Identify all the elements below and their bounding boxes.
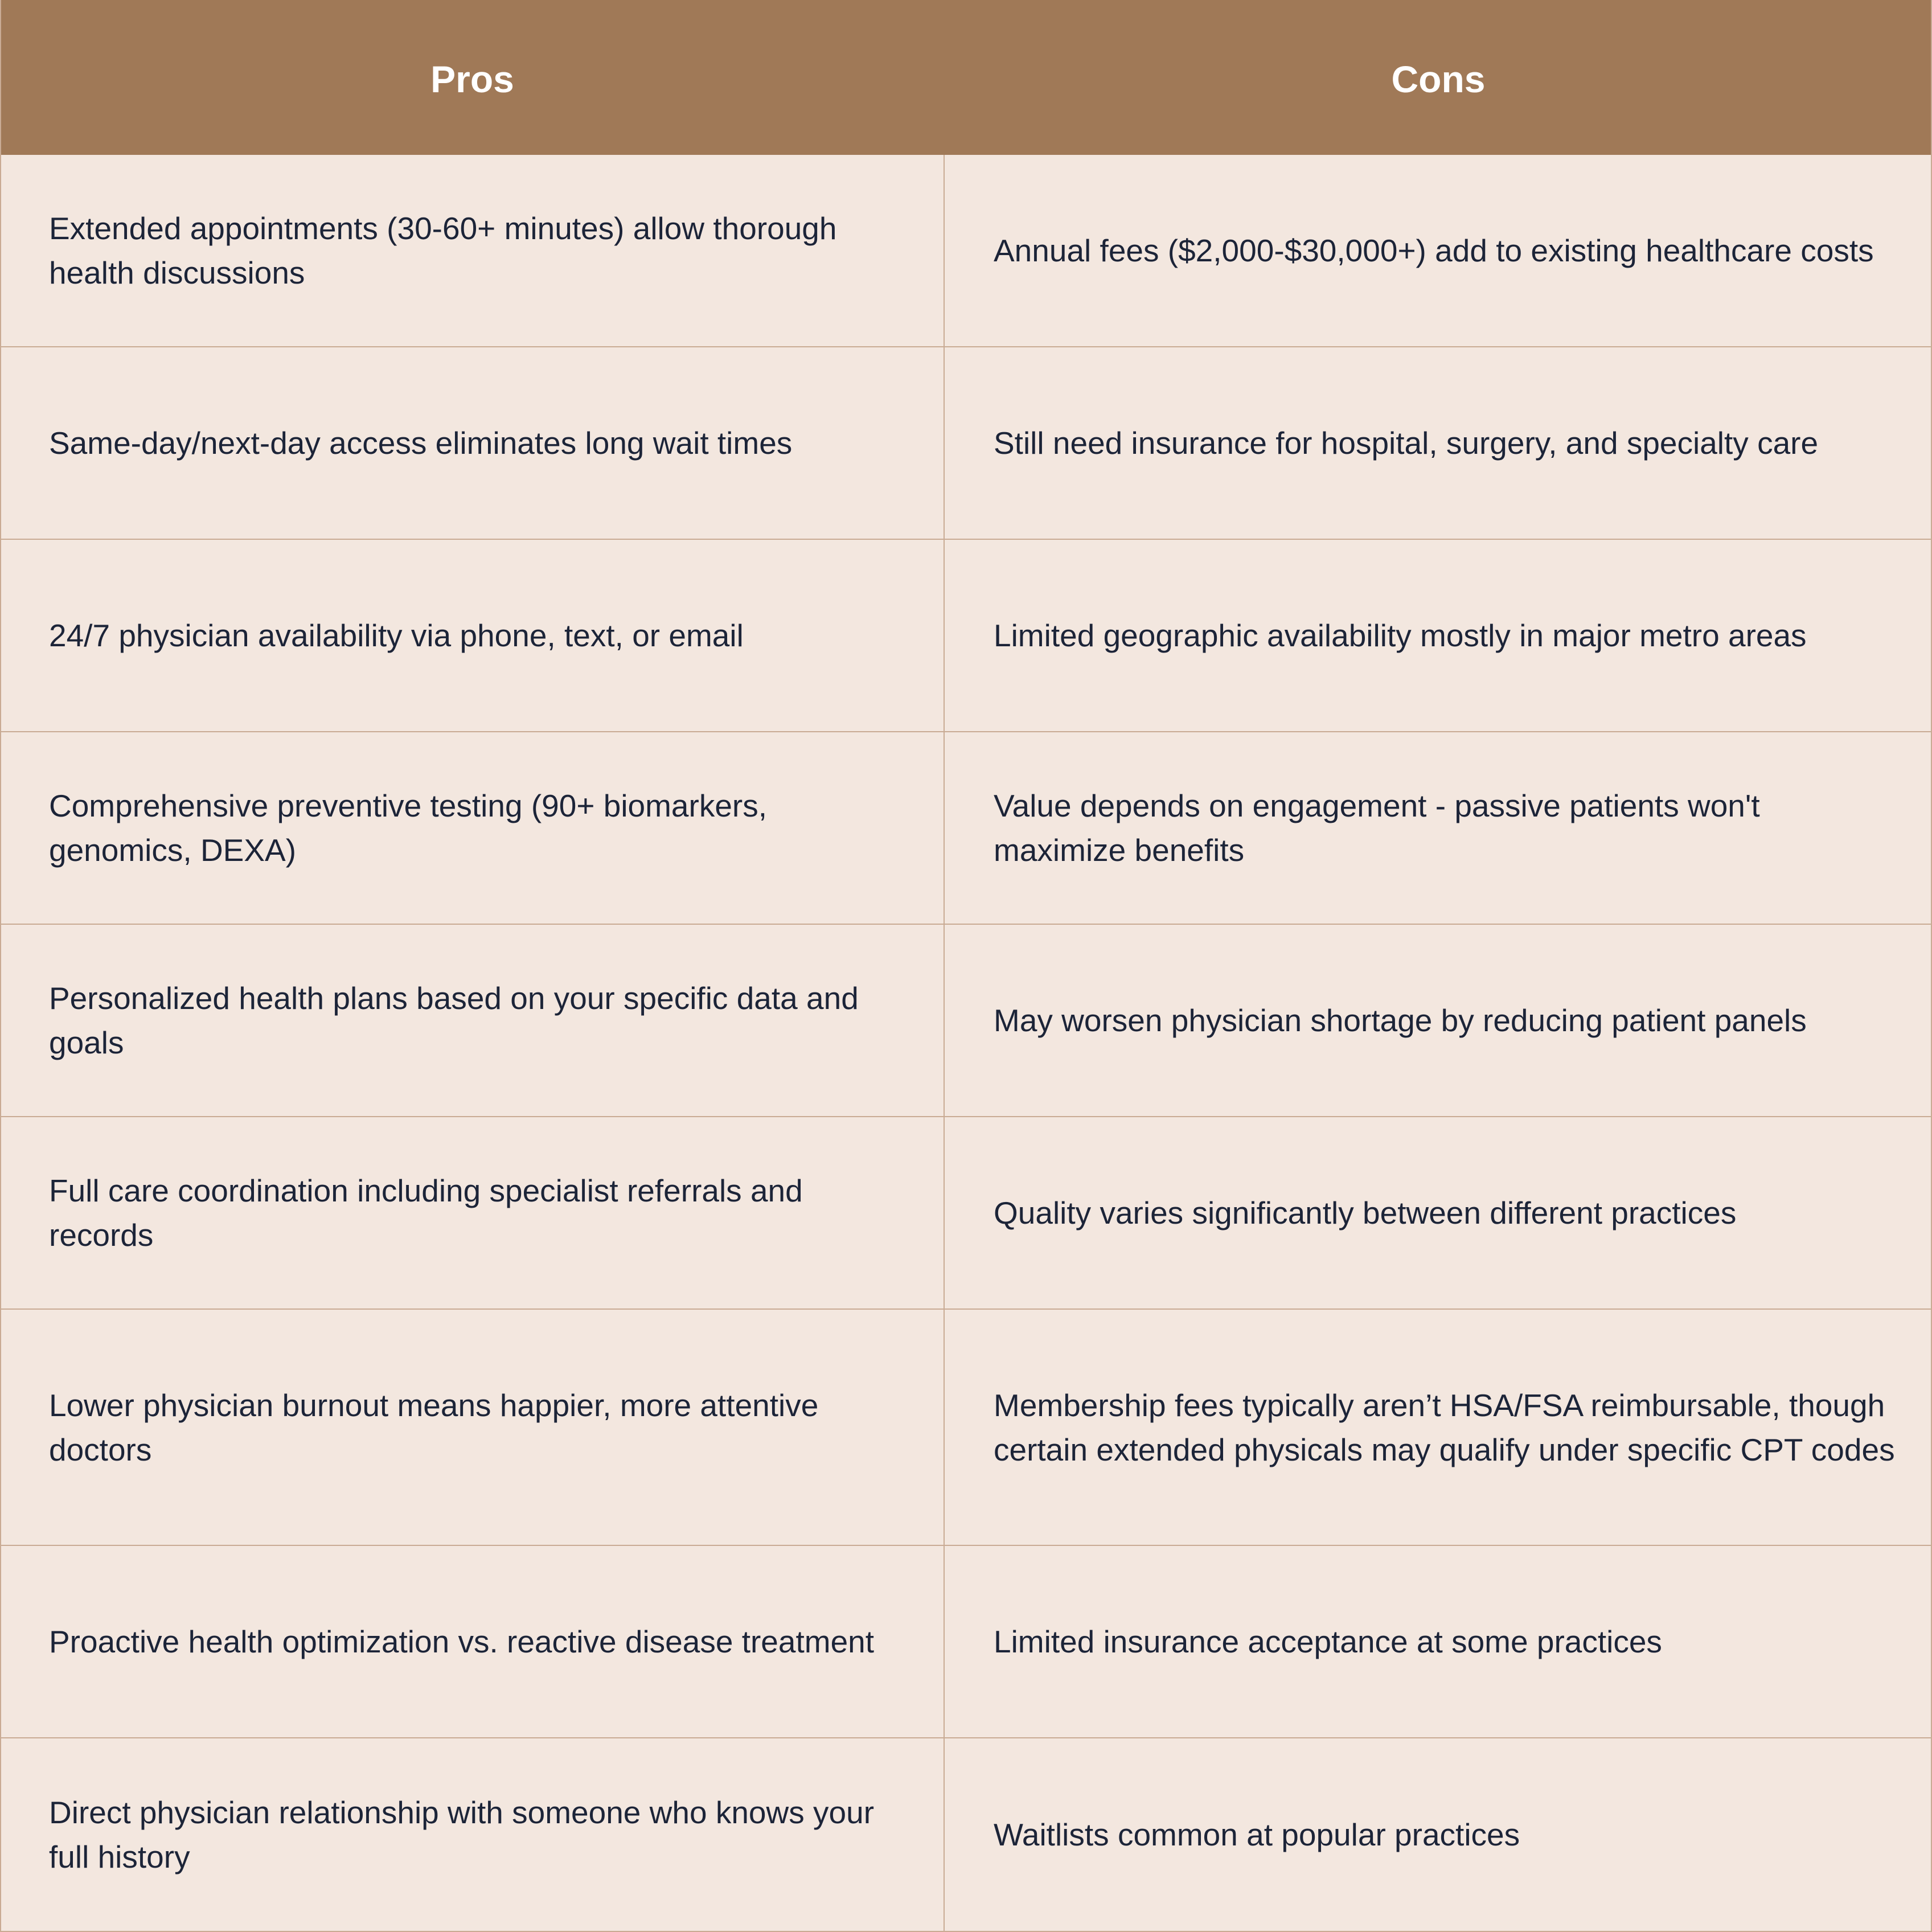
con-cell: Value depends on engagement - passive patients won't maximize benefits bbox=[945, 732, 1932, 925]
con-cell: Limited insurance acceptance at some practices bbox=[945, 1546, 1932, 1738]
pro-cell: Lower physician burnout means happier, more attentive doctors bbox=[0, 1310, 945, 1546]
con-cell: Membership fees typically aren’t HSA/FSA reimbursable, though certain extended physicals may qualify under specific CPT codes bbox=[945, 1310, 1932, 1546]
con-cell: Quality varies significantly between different practices bbox=[945, 1117, 1932, 1310]
pro-cell: Full care coordination including specialist referrals and records bbox=[0, 1117, 945, 1310]
pro-cell: Extended appointments (30-60+ minutes) allow thorough health discussions bbox=[0, 155, 945, 347]
cons-header: Cons bbox=[945, 0, 1932, 155]
pros-header: Pros bbox=[0, 0, 945, 155]
pro-cell: Proactive health optimization vs. reactive disease treatment bbox=[0, 1546, 945, 1738]
pro-cell: Comprehensive preventive testing (90+ biomarkers, genomics, DEXA) bbox=[0, 732, 945, 925]
con-cell: May worsen physician shortage by reducing patient panels bbox=[945, 925, 1932, 1117]
con-cell: Waitlists common at popular practices bbox=[945, 1738, 1932, 1932]
pro-cell: Same-day/next-day access eliminates long wait times bbox=[0, 347, 945, 540]
con-cell: Annual fees ($2,000-$30,000+) add to existing healthcare costs bbox=[945, 155, 1932, 347]
pro-cell: Personalized health plans based on your specific data and goals bbox=[0, 925, 945, 1117]
con-cell: Limited geographic availability mostly in major metro areas bbox=[945, 540, 1932, 732]
con-cell: Still need insurance for hospital, surgery, and specialty care bbox=[945, 347, 1932, 540]
pro-cell: Direct physician relationship with someone who knows your full history bbox=[0, 1738, 945, 1932]
pro-cell: 24/7 physician availability via phone, text, or email bbox=[0, 540, 945, 732]
